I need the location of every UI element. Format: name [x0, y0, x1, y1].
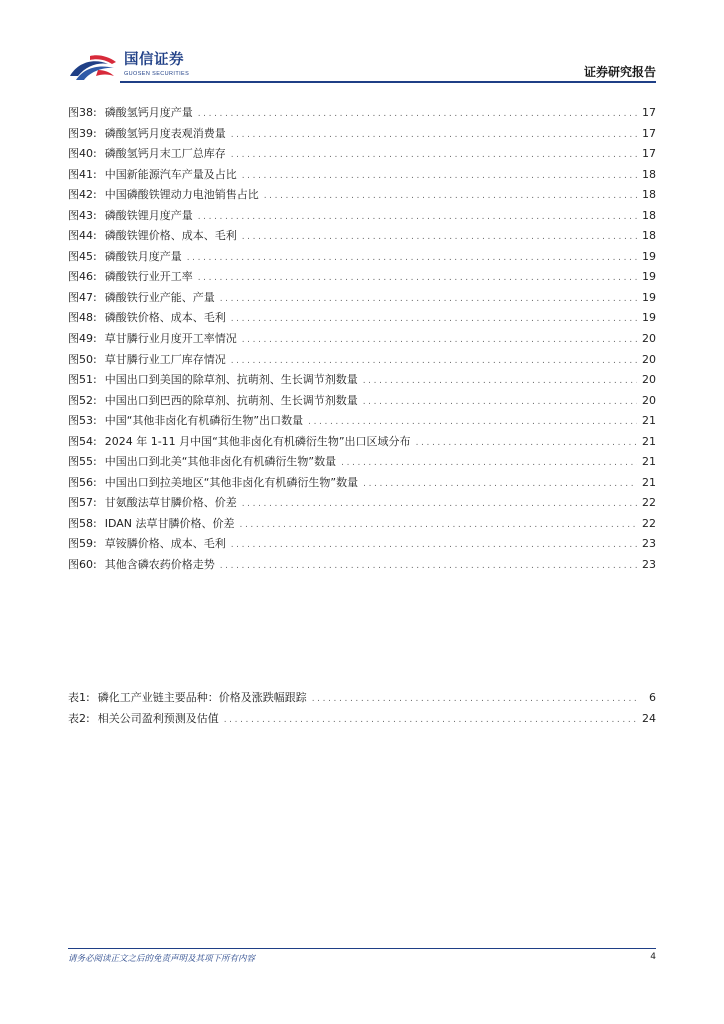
figure-toc-entry[interactable] — [68, 412, 656, 433]
toc-entry-title: 相关公司盈利预测及估值 — [97, 711, 219, 725]
toc-entry-title: 中国出口到巴西的除草剂、抗萌剂、生长调节剂数量 — [104, 393, 358, 407]
toc-dot-leader — [308, 418, 637, 427]
toc-dot-leader — [198, 274, 637, 283]
toc-entry-title: 磷酸铁锂价格、成本、毛利 — [104, 229, 237, 243]
page-number: 4 — [650, 952, 656, 962]
toc-entry-title: 中国出口到美国的除草剂、抗萌剂、生长调节剂数量 — [104, 373, 358, 387]
toc-entry-page: 6 — [649, 691, 656, 704]
page-header — [68, 52, 656, 88]
toc-entry-label: 图55: — [68, 455, 97, 469]
figure-toc-entry[interactable] — [68, 433, 656, 454]
toc-entry-label: 图49: — [68, 332, 97, 346]
toc-entry-title: 草甘膦行业工厂库存情况 — [104, 352, 226, 366]
logo-chinese-name: 国信证券 — [124, 52, 184, 68]
toc-entry-label: 表1: — [68, 691, 90, 704]
toc-entry-label: 表2: — [68, 711, 90, 725]
toc-entry-title: IDAN 法草甘膦价格、价差 — [104, 516, 235, 530]
toc-entry-label: 图45: — [68, 249, 97, 263]
figure-toc-entry[interactable] — [68, 515, 656, 536]
toc-dot-leader — [239, 521, 637, 530]
figure-toc-entry[interactable] — [68, 309, 656, 330]
toc-dot-leader — [220, 562, 637, 571]
report-type-label: 证券研究报告 — [583, 65, 656, 79]
toc-entry-page: 20 — [642, 393, 656, 407]
toc-dot-leader — [242, 500, 637, 509]
figure-toc-entry[interactable] — [68, 535, 656, 556]
figure-toc-entry[interactable] — [68, 371, 656, 392]
toc-entry-label: 图48: — [68, 311, 97, 325]
toc-entry-label: 图60: — [68, 558, 97, 572]
toc-dot-leader — [187, 254, 637, 263]
toc-entry-title: 磷酸铁锂月度产量 — [104, 208, 193, 222]
toc-entry-title: 磷酸铁行业开工率 — [104, 270, 193, 284]
table-toc-entry[interactable] — [68, 689, 656, 710]
toc-entry-page: 17 — [642, 106, 656, 119]
toc-entry-page: 22 — [642, 516, 656, 530]
toc-dot-leader — [312, 695, 637, 704]
footer-divider — [68, 948, 656, 949]
figure-toc-entry[interactable] — [68, 351, 656, 372]
table-toc-list — [68, 689, 656, 730]
toc-entry-label: 图42: — [68, 188, 97, 202]
toc-entry-label: 图56: — [68, 475, 97, 489]
toc-dot-leader — [231, 131, 637, 140]
toc-entry-title: 磷化工产业链主要品种：价格及涨跌幅跟踪 — [97, 691, 307, 704]
toc-entry-title: 磷酸铁月度产量 — [104, 249, 182, 263]
toc-entry-title: 磷酸铁行业产能、产量 — [104, 290, 215, 304]
footer-disclaimer: 请务必阅读正文之后的免责声明及其项下所有内容 — [68, 954, 256, 964]
figure-toc-entry[interactable] — [68, 186, 656, 207]
figure-toc-entry[interactable] — [68, 494, 656, 515]
toc-entry-page: 19 — [642, 249, 656, 263]
logo-english-name: GUOSEN SECURITIES — [124, 71, 190, 77]
toc-entry-label: 图40: — [68, 147, 97, 161]
toc-entry-title: 中国出口到拉美地区“其他非卤化有机磷衍生物”数量 — [104, 475, 359, 489]
toc-entry-page: 18 — [642, 167, 656, 181]
figure-toc-list — [68, 104, 656, 577]
toc-dot-leader — [231, 357, 637, 366]
toc-entry-title: 磷酸氢钙月度表观消费量 — [104, 126, 226, 140]
figure-toc-entry[interactable] — [68, 125, 656, 146]
figure-toc-entry[interactable] — [68, 227, 656, 248]
toc-entry-page: 23 — [642, 558, 656, 572]
toc-dot-leader — [242, 233, 637, 242]
toc-entry-title: 2024 年 1-11 月中国“其他非卤化有机磷衍生物”出口区域分布 — [104, 434, 411, 448]
toc-entry-page: 21 — [642, 455, 656, 469]
toc-entry-title: 其他含磷农药价格走势 — [104, 558, 215, 572]
toc-entry-label: 图58: — [68, 516, 97, 530]
toc-entry-label: 图38: — [68, 106, 97, 119]
toc-dot-leader — [341, 459, 637, 468]
figure-toc-entry[interactable] — [68, 556, 656, 577]
toc-dot-leader — [363, 398, 637, 407]
toc-entry-title: 磷酸铁价格、成本、毛利 — [104, 311, 226, 325]
toc-entry-title: 磷酸氢钙月度产量 — [104, 106, 193, 119]
toc-entry-page: 18 — [642, 208, 656, 222]
toc-entry-page: 21 — [642, 434, 656, 448]
toc-dot-leader — [231, 315, 637, 324]
toc-entry-page: 17 — [642, 126, 656, 140]
toc-dot-leader — [224, 716, 637, 725]
header-divider — [120, 81, 656, 83]
figure-toc-entry[interactable] — [68, 289, 656, 310]
toc-entry-label: 图52: — [68, 393, 97, 407]
toc-entry-label: 图46: — [68, 270, 97, 284]
toc-entry-label: 图44: — [68, 229, 97, 243]
figure-toc-entry[interactable] — [68, 392, 656, 413]
toc-dot-leader — [231, 541, 637, 550]
toc-entry-page: 18 — [642, 188, 656, 202]
toc-entry-label: 图57: — [68, 496, 97, 510]
figure-toc-entry[interactable] — [68, 104, 656, 125]
toc-entry-title: 甘氨酸法草甘膦价格、价差 — [104, 496, 237, 510]
logo-text — [124, 52, 189, 78]
toc-entry-page: 20 — [642, 373, 656, 387]
toc-entry-title: 草甘膦行业月度开工率情况 — [104, 332, 237, 346]
toc-entry-label: 图50: — [68, 352, 97, 366]
toc-entry-page: 23 — [642, 537, 656, 551]
toc-entry-page: 18 — [642, 229, 656, 243]
toc-entry-label: 图47: — [68, 290, 97, 304]
toc-entry-title: 中国出口到北美“其他非卤化有机磷衍生物”数量 — [104, 455, 337, 469]
toc-entry-page: 22 — [642, 496, 656, 510]
toc-entry-page: 20 — [642, 332, 656, 346]
toc-dot-leader — [198, 110, 637, 119]
toc-dot-leader — [363, 377, 637, 386]
figure-toc-entry[interactable] — [68, 248, 656, 269]
toc-entry-title: 中国磷酸铁锂动力电池销售占比 — [104, 188, 259, 202]
figure-toc-entry[interactable] — [68, 207, 656, 228]
figure-toc-entry[interactable] — [68, 268, 656, 289]
guosen-logo — [68, 52, 189, 84]
toc-entry-title: 中国“其他非卤化有机磷衍生物”出口数量 — [104, 414, 304, 428]
toc-entry-label: 图53: — [68, 414, 97, 428]
toc-entry-page: 19 — [642, 311, 656, 325]
toc-entry-page: 20 — [642, 352, 656, 366]
toc-dot-leader — [416, 439, 637, 448]
figure-toc-entry[interactable] — [68, 166, 656, 187]
table-toc-entry[interactable] — [68, 710, 656, 731]
toc-dot-leader — [231, 151, 637, 160]
toc-entry-label: 图54: — [68, 434, 97, 448]
figure-toc-entry[interactable] — [68, 474, 656, 495]
toc-entry-label: 图43: — [68, 208, 97, 222]
figure-toc-entry[interactable] — [68, 453, 656, 474]
guosen-logo-icon — [68, 52, 120, 84]
toc-entry-label: 图41: — [68, 167, 97, 181]
toc-dot-leader — [198, 213, 637, 222]
toc-entry-page: 21 — [642, 475, 656, 489]
toc-dot-leader — [264, 192, 637, 201]
toc-entry-label: 图59: — [68, 537, 97, 551]
toc-entry-page: 24 — [642, 711, 656, 725]
toc-entry-page: 17 — [642, 147, 656, 161]
toc-dot-leader — [242, 336, 637, 345]
toc-entry-title: 磷酸氢钙月末工厂总库存 — [104, 147, 226, 161]
toc-entry-label: 图51: — [68, 373, 97, 387]
figure-toc-entry[interactable] — [68, 145, 656, 166]
toc-entry-label: 图39: — [68, 126, 97, 140]
toc-dot-leader — [242, 172, 637, 181]
toc-entry-title: 草铵膦价格、成本、毛利 — [104, 537, 226, 551]
figure-toc-entry[interactable] — [68, 330, 656, 351]
toc-entry-page: 19 — [642, 270, 656, 284]
toc-entry-page: 21 — [642, 414, 656, 428]
toc-dot-leader — [363, 480, 637, 489]
toc-entry-page: 19 — [642, 290, 656, 304]
toc-dot-leader — [220, 295, 637, 304]
toc-entry-title: 中国新能源汽车产量及占比 — [104, 167, 237, 181]
